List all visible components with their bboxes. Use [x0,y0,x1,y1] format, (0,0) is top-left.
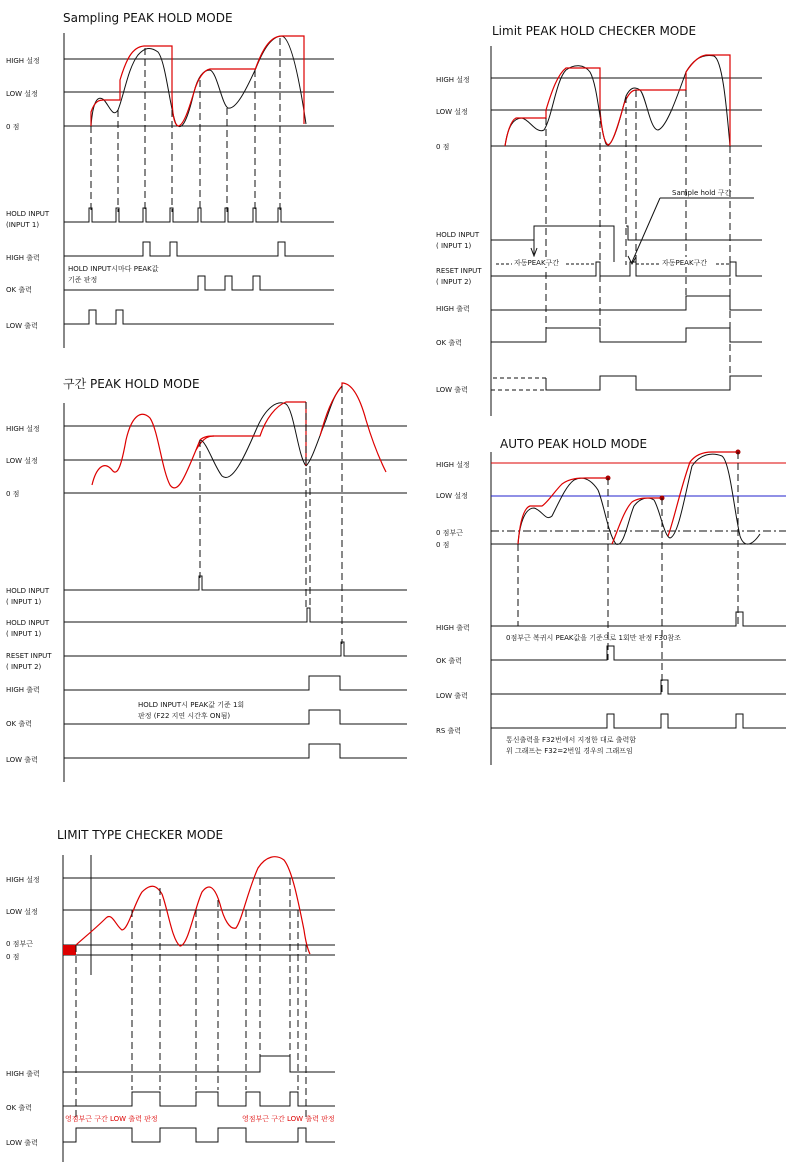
limit-peak-label-low: LOW 설정 [436,108,468,116]
sampling-label-low-out: LOW 출력 [6,322,38,330]
sampling-high-out-trace [64,242,334,256]
limit-peak-label-input2: ( INPUT 2) [436,278,472,286]
section-panel [6,376,407,782]
sampling-label-high: HIGH 설정 [6,57,40,65]
section-hold2-trace [64,608,407,622]
auto-label-rs-out: RS 출력 [436,727,462,735]
limit-type-low-out-trace [63,1128,335,1142]
sampling-label-high-out: HIGH 출력 [6,254,40,262]
limit-type-red-block [63,945,76,955]
auto-high-out-trace [491,612,786,626]
sampling-panel [6,11,334,348]
auto-panel [436,437,786,765]
section-red-curve-1 [92,414,214,488]
auto-label-low-out: LOW 출력 [436,692,468,700]
section-reset-trace [64,642,407,656]
section-label-low-out: LOW 출력 [6,756,38,764]
limit-peak-label-input1: ( INPUT 1) [436,242,472,250]
section-label-reset: RESET INPUT [6,652,52,660]
auto-rs-out-trace [491,714,786,728]
sampling-peak-hold-line [91,36,304,126]
auto-label-zero: 0 점 [436,541,450,549]
limit-type-label-ok-out: OK 출력 [6,1104,32,1112]
limit-peak-hold-line [505,55,730,146]
limit-peak-low-pre-trace [491,376,546,390]
section-label-high-out: HIGH 출력 [6,686,40,694]
limit-peak-ok-out-trace [491,328,762,342]
limit-peak-label-high: HIGH 설정 [436,76,470,84]
limit-type-panel [6,828,335,1162]
limit-peak-sample-hold-label: Sample hold 구간 [672,189,732,197]
sampling-title: Sampling PEAK HOLD MODE [63,11,233,25]
limit-type-label-high: HIGH 설정 [6,876,40,884]
auto-label-high: HIGH 설정 [436,461,470,469]
limit-type-ok-out-trace [63,1092,335,1106]
sampling-label-low: LOW 설정 [6,90,38,98]
limit-peak-label-reset: RESET INPUT [436,267,482,275]
limit-type-rednote-1: 영점부근 구간 LOW 출력 판정 [65,1115,158,1123]
limit-type-high-out-trace [63,1056,335,1072]
auto-red-2 [612,498,662,544]
section-label-zero: 0 점 [6,490,20,498]
auto-note-2b: 위 그래프는 F32=2번일 경우의 그래프임 [506,747,633,755]
limit-peak-auto-label-1: 자동PEAK구간 [514,259,560,267]
auto-label-high-out: HIGH 출력 [436,624,470,632]
section-label-reset-input: ( INPUT 2) [6,663,42,671]
limit-type-signal-curve [76,857,310,954]
auto-label-near-zero: 0 점부근 [436,529,463,537]
limit-peak-arrow-head [628,256,636,264]
section-low-out-trace [64,744,407,758]
section-label-ok-out: OK 출력 [6,720,32,728]
sampling-label-input1: (INPUT 1) [6,221,40,229]
limit-peak-title: Limit PEAK HOLD CHECKER MODE [492,24,697,38]
section-note-2: 판정 (F22 지연 시간후 ON됨) [138,712,231,720]
limit-peak-high-out-trace [491,296,762,310]
sampling-hold-input-trace [64,208,334,222]
section-title: 구간 PEAK HOLD MODE [63,377,200,391]
limit-type-label-high-out: HIGH 출력 [6,1070,40,1078]
section-label-hold2: HOLD INPUT [6,619,50,627]
section-label-hold1: HOLD INPUT [6,587,50,595]
auto-title: AUTO PEAK HOLD MODE [500,437,648,451]
sampling-label-ok-out: OK 출력 [6,286,32,294]
auto-ok-out-trace [491,646,786,660]
limit-peak-label-zero: 0 점 [436,143,450,151]
limit-type-label-low: LOW 설정 [6,908,38,916]
limit-peak-low-out-trace [546,376,762,390]
limit-peak-panel [436,24,762,416]
limit-peak-label-high-out: HIGH 출력 [436,305,470,313]
limit-type-rednote-2: 영점부근 구간 LOW 출력 판정 [242,1115,335,1123]
sampling-label-zero: 0 점 [6,123,20,131]
section-label-high: HIGH 설정 [6,425,40,433]
sampling-note-1: HOLD INPUT시마다 PEAK값 [68,265,159,273]
auto-note-1: 0점부근 복귀시 PEAK값을 기준으로 1회만 판정 F30참조 [506,634,681,642]
auto-label-ok-out: OK 출력 [436,657,462,665]
limit-type-title: LIMIT TYPE CHECKER MODE [57,828,224,842]
section-black-curve-1 [200,403,306,478]
sampling-signal-curve [91,36,306,127]
sampling-label-hold: HOLD INPUT [6,210,50,218]
sampling-low-out-trace [64,310,334,324]
section-high-out-trace [64,676,407,690]
limit-type-label-near-zero: 0 점부근 [6,940,33,948]
auto-low-out-trace [491,680,786,694]
section-hold1-trace [64,576,407,590]
limit-peak-auto-label-2: 자동PEAK구간 [662,259,708,267]
sampling-ok-out-trace [64,276,334,290]
auto-label-low: LOW 설정 [436,492,468,500]
section-note-1: HOLD INPUT시 PEAK값 기준 1회 [138,701,245,709]
section-label-low: LOW 설정 [6,457,38,465]
limit-peak-signal-curve [505,56,730,146]
sampling-note-2: 기준 판정 [68,276,98,284]
limit-peak-sample-hold-arrow [632,198,660,262]
auto-red-1 [518,478,608,544]
limit-peak-label-ok-out: OK 출력 [436,339,462,347]
section-label-hold1-input: ( INPUT 1) [6,598,42,606]
section-ok-out-trace [64,710,407,724]
auto-note-2a: 통신출력을 F32번에서 지정한 대로 출력함 [506,736,637,744]
limit-peak-label-low-out: LOW 출력 [436,386,468,394]
limit-peak-label-hold: HOLD INPUT [436,231,480,239]
section-label-hold2-input: ( INPUT 1) [6,630,42,638]
limit-type-label-zero: 0 점 [6,953,20,961]
section-red-curve-2 [320,383,386,472]
limit-type-label-low-out: LOW 출력 [6,1139,38,1147]
